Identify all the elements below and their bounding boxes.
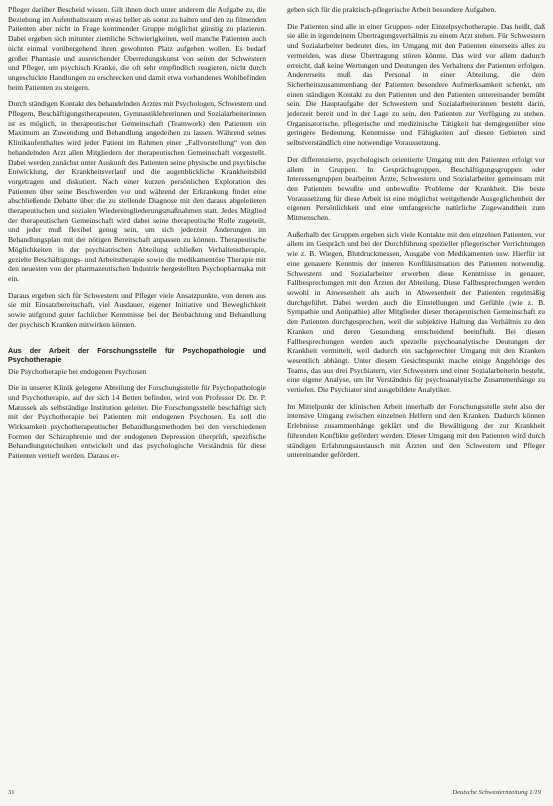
left-column	[8, 5, 266, 468]
paragraph: geben sich für die praktisch-pflegerische Arbeit besondere Aufgaben.	[287, 5, 497, 14]
paragraph: Außerhalb der Gruppen ergeben sich viele Kontakte mit den einzelnen Patienten, vor allem im Gespräch und bei der Durchführung spezieller pflegerischer Verrichtungen wie z. B. Wiegen, Blutdruckmessen, Ausgabe von Medikamenten usw. Hierfür ist eine genauere Kenntnis der inneren Konfliktsituation des Patienten notwendig. Schwestern und Sozialarbeiter erwerben diese Kenntnisse in genauer, Fallbesprechungen mit den Ärzten der Abteilung. Diese Fallbesprechungen werden sowohl in Anwesenheit als auch in Abwesenheit der Patienten regelmäßig durchgeführt. Dabei werden auch die Einstellungen und Gefühle (wie z. B. Sympathie und Antipathie) aller Mitglieder dieser therapeutischen Gemeinschaft zu den Patienten durchgesprochen, weil die subjektive Haltung das Verhältnis zu den Kranken und deren Gesundung entscheidend beeinflußt. Bei diesen Fallbesprechungen werden auch spezielle psychoanalytische Deutungen der Krankheit vermittelt, weil dadurch ein sachgerechter Umgang mit den Kranken wesentlich abhängt. Unter diesem Gesichtspunkt mache einige Angehörige des Teams, das aus drei Psychiatern, vier Schwestern und einer Sozialarbeiterin besteht, eine eigene Analyse, um ihr Verständnis für psychoanalytische Zusammenhänge zu vertiefen. Die Psychiater sind ausgebildete Analytiker.	[287, 229, 545, 395]
paragraph: Der differenzierte, psychologisch orientierte Umgang mit den Patienten erfolgt vor allem in Gruppen. In Gesprächsgruppen, Beschäftigungsgruppen oder Interessengruppen bearbeiten Ärzte, Schwestern und Sozialarbeiter gemeinsam mit den Patienten bewußte und unbewußte Probleme der Krankheit. Die beste Voraussetzung für diese Arbeit ist eine möglichst weitgehende Ausgeglichenheit der eigenen Persönlichkeit und eine umfangreiche natürliche Zugewandtheit zum Mitmenschen.	[287, 154, 545, 223]
paragraph: Daraus ergeben sich für Schwestern und Pfleger viele Ansatzpunkte, von denen aus sie mit Einsatzbereitschaft, viel Ausdauer, eigener Initiative und Beweglichkeit sowie aufgrund guter fachlicher Kenntnisse bei der Beobachtung und Behandlung der psychisch Kranken mitwirken können.	[8, 290, 266, 329]
paragraph: Die Patienten sind alle in einer Gruppen- oder Einzelpsychotherapie. Das heißt, daß sie alle in irgendeinem Übertragungsverhältnis zu einem Arzt stehen. Für Schwestern und Sozialarbeiter bedeutet dies, im Umgang mit den Patienten einerseits alles zu vermeiden, was diese Übertragung stören könnte. Das wird vor allem dadurch erreicht, daß keine Wertungen und Deutungen des Verhaltens der Patienten erfolgen. Andererseits muß das Personal in einer Abteilung, die dem Sicherheitszusammenhang der Patienten besondere Aufmerksamkeit schenkt, um einen ständigen Kontakt zu den Patienten und den Patienten untereinander bemüht sein. Die Hauptaufgabe der Schwestern und Sozialarbeiterinnen besteht darin, jederzeit bereit und in der Lage zu sein, den Patienten zur Verfügung zu stehen. Organisatorische, pflegerische und medizinische Tätigkeit hat demgegenüber eine geringere Bedeutung. Kenntnisse und Fähigkeiten auf diesen Gebieten sind selbstverständlich eine notwendige Voraussetzung.	[287, 21, 545, 148]
section-heading: Aus der Arbeit der Forschungsstelle für Psychopathologie und Psychotherapie	[8, 345, 266, 364]
journal-reference: Deutsche Schwesternzeitung 1/19	[452, 789, 541, 796]
page-number: 31	[8, 789, 15, 796]
right-column	[287, 5, 545, 467]
paragraph: Die in unserer Klinik gelegene Abteilung der Forschungsstelle für Psychopathologie und Psychotherapie, auf der sich 14 Betten befinden, wird von Professor Dr. Dr. P. Matussek als selbständige Institution geleitet. Die Forschungsstelle beschäftigt sich mit der Psychotherapie bei Patienten mit endogenen Psychosen. Es soll die Wirksamkeit psychotherapeutischer Behandlungsmethoden bei den verschiedenen Formen der Schizophrenie und der endogenen Depression überprüft, spezifische Behandlungstechniken entwickelt und das psychologische Verständnis für diese Patienten vertieft werden. Daraus er-	[8, 383, 266, 461]
paragraph: Durch ständigen Kontakt des behandelnden Arztes mit Psychologen, Schwestern und Pflegern, Beschäftigungstherapeuten, Gymnastiklehrerinnen und Sozialarbeiterinnen ist es möglich, in therapeutischer Gemeinschaft (Teamwork) den Patienten ein Maximum an Zuwendung und Behandlung angedeihen zu lassen. Während seines Klinikaufenthaltes wird jeder Patient im Rahmen einer „Fallvorstellung“ von den behandelnden Arzt allen Mitgliedern der therapeutischen Gemeinschaft vorgestellt. Dabei werden zunächst unter Auskunft des Patienten seine physische und psychische Entwicklung, der Krankheitsverlauf und die augenblickliche Krankheitsbild vorgetragen und diskutiert. Nach einer kurzen persönlichen Exploration des Patienten über seine Beschwerden vor und während der Erkrankung findet eine abschließende Debatte über die zu stellende Diagnose mit den daraus abgeleiteten therapeutischen und sozialen Wiedereingliederungsmaßnahmen statt. Jedes Mitglied der therapeutischen Gemeinschaft wird dabei seine therapeutische Rolle zugeteilt, und jeder muß flexibel genug sein, um sich jederzeit Änderungen im Behandlungsplan mit der nötigen Bereitschaft anpassen zu können. Therapeutische Möglichkeiten in der psychiatrischen Abteilung schließen Verhaltenstherapie, gezielte Beschäftigungs- und Arbeitstherapie sowie die medikamentöse Therapie mit den neuesten von der pharmazeutischen Industrie hergestellten Psychopharmaka mit ein.	[8, 99, 266, 283]
paragraph: Pfleger darüber Bescheid wissen. Gilt ihnen doch unter anderem die Aufgabe zu, die Beziehung im Aufenthaltsraum etwas heller als sonst zu halten und den zu filmenden Patienten aber nicht in Frage kommender Gruppe möglichst günstig zu plazieren. Dabei ergeben sich mitunter ziemliche Schwierigkeiten, weil manche Patienten auch nicht einmal vorübergehend ihren gewohnten Platz aufgeben wollen. Es bedarf großer Phantasie und ausreichender Überredungskunst von seiten der Schwestern und Pfleger, um psychisch Kranke, die oft sehr empfindlich reagieren, nicht durch ungeschickte Handlungen zu erschrecken und damit etwa vorhandenes Wohlbefinden beim Patienten zu steigern.	[8, 5, 266, 92]
paragraph: Im Mittelpunkt der klinischen Arbeit innerhalb der Forschungsstelle steht also der intensive Umgang zwischen einzelnen Helfern und den Kranken. Dadurch können Erlebnisse zusammenhänge geklärt und die Bewältigung der zur Krankheit führenden Konflikte gefördert werden. Dieser Umgang mit den Patienten wird durch ständigen Erfahrungsaustausch mit Ärzten und den Schwestern und Pfleger untereinander gefördert.	[287, 401, 545, 460]
section-subline: Die Psychotherapie bei endogenen Psychosen	[8, 366, 147, 376]
